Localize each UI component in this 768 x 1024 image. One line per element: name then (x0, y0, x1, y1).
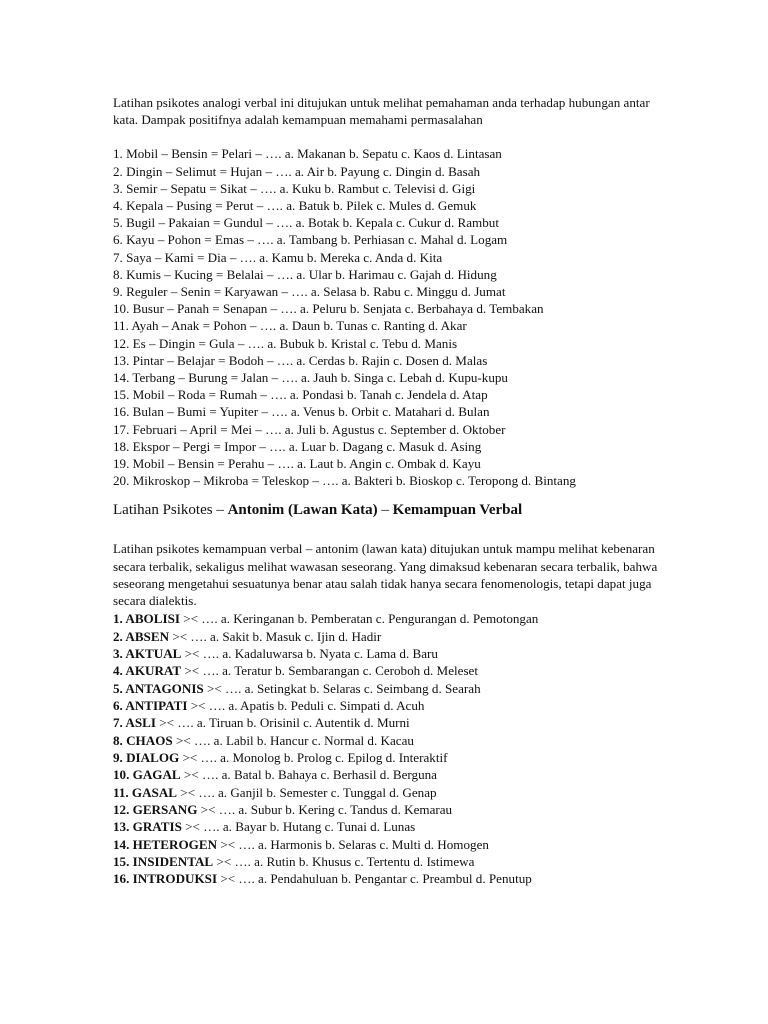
antonym-item (113, 766, 673, 783)
antonym-word: 14. HETEROGEN (113, 836, 218, 852)
antonym-item (113, 714, 673, 731)
antonym-item (113, 749, 673, 766)
antonym-options: >< …. a. Bayar b. Hutang c. Tunai d. Lunas (181, 819, 416, 835)
antonym-word: 7. ASLI (113, 715, 156, 731)
antonym-options: >< …. a. Labil b. Hancur c. Normal d. Kacau (172, 732, 414, 748)
analogy-item: 8. Kumis – Kucing = Belalai – …. a. Ular b. Harimau c. Gajah d. Hidung (113, 266, 497, 282)
analogy-item: 12. Es – Dingin = Gula – …. a. Bubuk b. Kristal c. Tebu d. Manis (113, 335, 458, 351)
antonym-word: 10. GAGAL (113, 767, 181, 783)
antonym-options: >< …. a. Tiruan b. Orisinil c. Autentik d. Murni (155, 715, 410, 731)
antonym-options: >< …. a. Kadaluwarsa b. Nyata c. Lama d. Baru (181, 645, 438, 661)
antonym-word: 16. INTRODUKSI (113, 871, 218, 887)
antonym-item (113, 818, 673, 835)
antonym-word: 9. DIALOG (113, 750, 180, 766)
antonym-word: 3. AKTUAL (113, 645, 182, 661)
antonym-item (113, 628, 673, 645)
antonym-word: 13. GRATIS (113, 819, 182, 835)
analogy-item: 19. Mobil – Bensin = Perahu – …. a. Laut b. Angin c. Ombak d. Kayu (113, 456, 481, 472)
antonym-options: >< …. a. Rutin b. Khusus c. Tertentu d. Istimewa (213, 854, 475, 870)
analogy-item: 2. Dingin – Selimut = Hujan – …. a. Air b. Payung c. Dingin d. Basah (113, 163, 481, 179)
antonym-word: 5. ANTAGONIS (113, 680, 204, 696)
intro-paragraph: Latihan psikotes analogi verbal ini ditujukan untuk melihat pemahaman anda terhadap hubungan antar kata. Dampak positifnya adalah kemampuan memahami permasalahan (113, 95, 650, 128)
section-heading-prefix: Latihan Psikotes – (113, 502, 228, 519)
antonym-item (113, 610, 673, 627)
analogy-item: 13. Pintar – Belajar = Bodoh – …. a. Cerdas b. Rajin c. Dosen d. Malas (113, 352, 488, 368)
antonym-item (113, 732, 673, 749)
antonym-options: >< …. a. Harmonis b. Selaras c. Multi d. Homogen (217, 836, 489, 852)
analogy-item: 10. Busur – Panah = Senapan – …. a. Peluru b. Senjata c. Berbahaya d. Tembakan (113, 301, 544, 317)
antonym-options: >< …. a. Apatis b. Peduli c. Simpati d. Acuh (187, 698, 425, 713)
analogy-item: 3. Semir – Sepatu = Sikat – …. a. Kuku b. Rambut c. Televisi d. Gigi (113, 180, 476, 196)
antonym-options: >< …. a. Pendahuluan b. Pengantar c. Preambul d. Penutup (217, 871, 532, 887)
section-heading (113, 500, 673, 520)
antonym-item (113, 853, 673, 870)
analogy-item: 5. Bugil – Pakaian = Gundul – …. a. Botak b. Kepala c. Cukur d. Rambut (113, 215, 499, 231)
antonym-word: 15. INSIDENTAL (113, 854, 214, 870)
analogy-item: 17. Februari – April = Mei – …. a. Juli b. Agustus c. September d. Oktober (113, 421, 506, 437)
antonym-item (113, 784, 673, 801)
antonym-word: 11. GASAL (113, 784, 178, 800)
antonym-options: >< …. a. Keringanan b. Pemberatan c. Pengurangan d. Pemotongan (179, 611, 539, 627)
antonym-options: >< …. a. Setingkat b. Selaras c. Seimbang d. Searah (203, 680, 481, 696)
antonym-word: 1. ABOLISI (113, 611, 180, 627)
analogy-item: 4. Kepala – Pusing = Perut – …. a. Batuk b. Pilek c. Mules d. Gemuk (113, 198, 477, 214)
analogy-item: 6. Kayu – Pohon = Emas – …. a. Tambang b. Perhiasan c. Mahal d. Logam (113, 232, 508, 248)
antonym-item (113, 680, 673, 697)
antonym-options: >< …. a. Batal b. Bahaya c. Berhasil d. Berguna (180, 767, 437, 783)
analogy-item: 14. Terbang – Burung = Jalan – …. a. Jauh b. Singa c. Lebah d. Kupu-kupu (113, 370, 508, 386)
antonym-options: >< …. a. Sakit b. Masuk c. Ijin d. Hadir (169, 628, 382, 644)
antonym-item (113, 870, 673, 887)
antonym-options: >< …. a. Ganjil b. Semester c. Tunggal d. Genap (177, 784, 437, 800)
antonym-list (113, 610, 673, 888)
analogy-item: 16. Bulan – Bumi = Yupiter – …. a. Venus b. Orbit c. Matahari d. Bulan (113, 404, 490, 420)
antonym-item (113, 662, 673, 679)
antonym-intro-paragraph: Latihan psikotes kemampuan verbal – antonim (lawan kata) ditujukan untuk mampu melihat kebenaran secara terbalik, sekaligus melihat wawasan seseorang. Yang dimaksud kebenaran secara terbalik, bahwa seseorang mengetahui sesuatunya benar atau salah tidak hanya secara fenomenologis, tetapi dapat juga secara dialektis. (113, 541, 658, 609)
analogy-item: 20. Mikroskop – Mikroba = Teleskop – …. a. Bakteri b. Bioskop c. Teropong d. Bintang (113, 473, 576, 489)
section-heading-separator: – (377, 502, 393, 519)
antonym-word: 8. CHAOS (113, 732, 173, 748)
antonym-word: 4. AKURAT (113, 663, 182, 679)
analogy-item: 7. Saya – Kami = Dia – …. a. Kamu b. Mereka c. Anda d. Kita (113, 249, 443, 265)
analogy-item: 9. Reguler – Senin = Karyawan – …. a. Selasa b. Rabu c. Minggu d. Jumat (113, 284, 506, 300)
antonym-options: >< …. a. Monolog b. Prolog c. Epilog d. Interaktif (179, 750, 448, 766)
antonym-word: 2. ABSEN (113, 628, 170, 644)
analogy-list (113, 145, 673, 489)
analogy-item: 11. Ayah – Anak = Pohon – …. a. Daun b. Tunas c. Ranting d. Akar (113, 318, 467, 334)
analogy-item: 15. Mobil – Roda = Rumah – …. a. Pondasi b. Tanah c. Jendela d. Atap (113, 387, 488, 403)
section-heading-bold-2: Kemampuan Verbal (392, 502, 523, 519)
analogy-item: 1. Mobil – Bensin = Pelari – …. a. Makanan b. Sepatu c. Kaos d. Lintasan (113, 146, 502, 162)
antonym-word: 12. GERSANG (113, 802, 198, 818)
antonym-options: >< …. a. Teratur b. Sembarangan c. Ceroboh d. Meleset (181, 663, 478, 679)
antonym-item (113, 801, 673, 818)
document-page (113, 94, 673, 888)
antonym-item (113, 697, 673, 714)
analogy-item: 18. Ekspor – Pergi = Impor – …. a. Luar b. Dagang c. Masuk d. Asing (113, 438, 482, 454)
section-heading-bold-1: Antonim (Lawan Kata) (227, 502, 378, 519)
antonym-item (113, 836, 673, 853)
antonym-item (113, 645, 673, 662)
antonym-options: >< …. a. Subur b. Kering c. Tandus d. Kemarau (197, 802, 453, 818)
antonym-word: 6. ANTIPATI (113, 698, 188, 713)
